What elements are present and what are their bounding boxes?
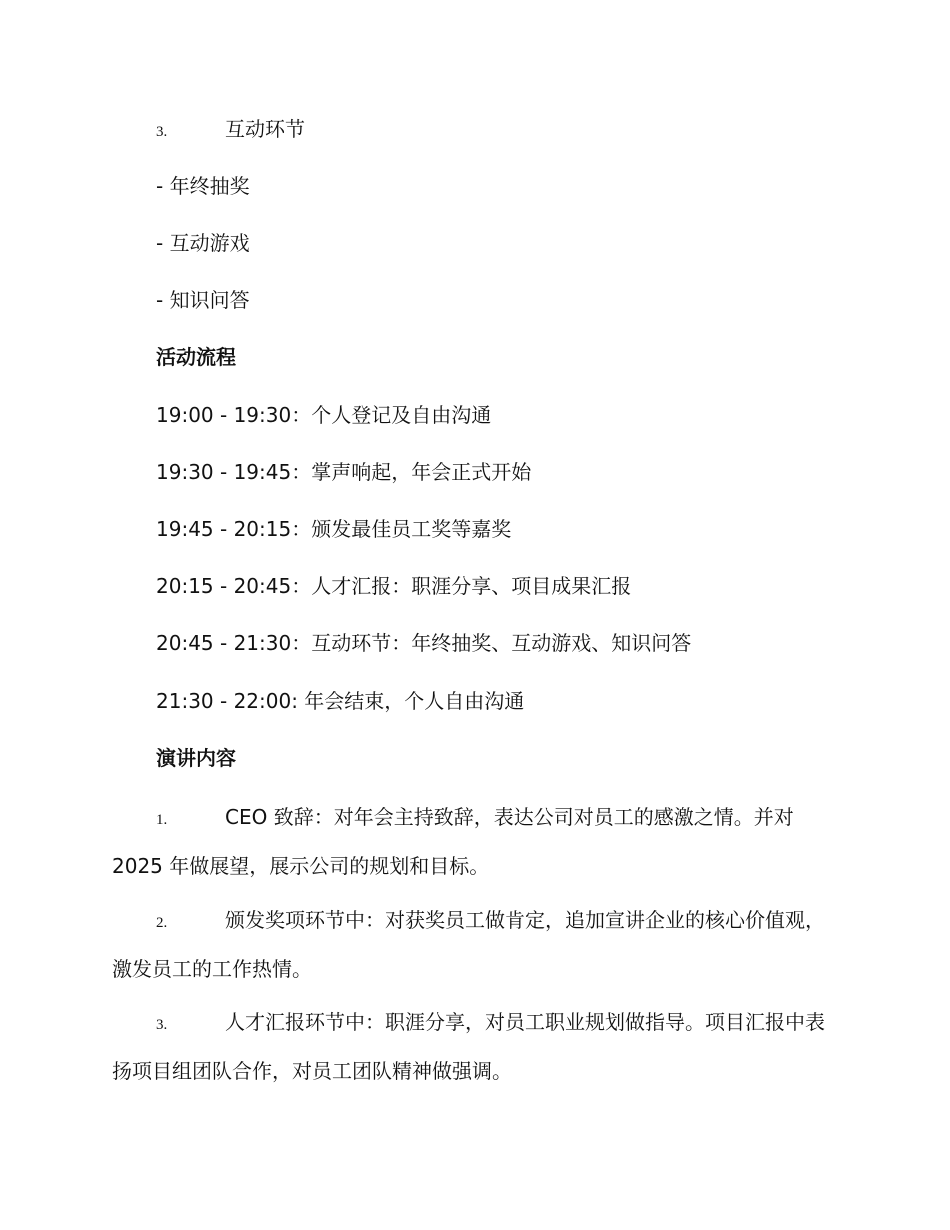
speech-item-text: 人才汇报环节中：职涯分享，对员工职业规划做指导。项目汇报中表扬项目组团队合作，对员工团队精神做强调。 xyxy=(112,1010,825,1083)
schedule-row: 19:45 - 20:15：颁发最佳员工奖等嘉奖 xyxy=(156,517,512,541)
speech-item xyxy=(112,999,837,1094)
section-heading-schedule: 活动流程 xyxy=(156,345,236,369)
list-number: 1. xyxy=(156,812,168,828)
schedule-row: 21:30 - 22:00: 年会结束，个人自由沟通 xyxy=(156,689,525,713)
list-number: 2. xyxy=(156,915,168,931)
schedule-row: 20:45 - 21:30：互动环节：年终抽奖、互动游戏、知识问答 xyxy=(156,631,692,655)
list-item: - 互动游戏 xyxy=(156,231,250,255)
schedule-row: 19:30 - 19:45：掌声响起，年会正式开始 xyxy=(156,460,532,484)
speech-item-text: CEO 致辞：对年会主持致辞，表达公司对员工的感激之情。并对 2025 年做展望，展示公司的规划和目标。 xyxy=(112,805,794,878)
list-number: 3. xyxy=(156,124,168,140)
section-heading-speech: 演讲内容 xyxy=(156,746,236,770)
schedule-row: 20:15 - 20:45：人才汇报：职涯分享、项目成果汇报 xyxy=(156,574,632,598)
list-item: - 年终抽奖 xyxy=(156,174,250,198)
speech-item xyxy=(112,897,837,992)
speech-item xyxy=(112,794,837,889)
list-item-title: 互动环节 xyxy=(225,117,305,141)
schedule-row: 19:00 - 19:30：个人登记及自由沟通 xyxy=(156,403,492,427)
speech-item-text: 颁发奖项环节中：对获奖员工做肯定，追加宣讲企业的核心价值观，激发员工的工作热情。 xyxy=(112,908,825,981)
interaction-section-item xyxy=(156,115,305,146)
list-item: - 知识问答 xyxy=(156,288,250,312)
list-number: 3. xyxy=(156,1017,168,1033)
